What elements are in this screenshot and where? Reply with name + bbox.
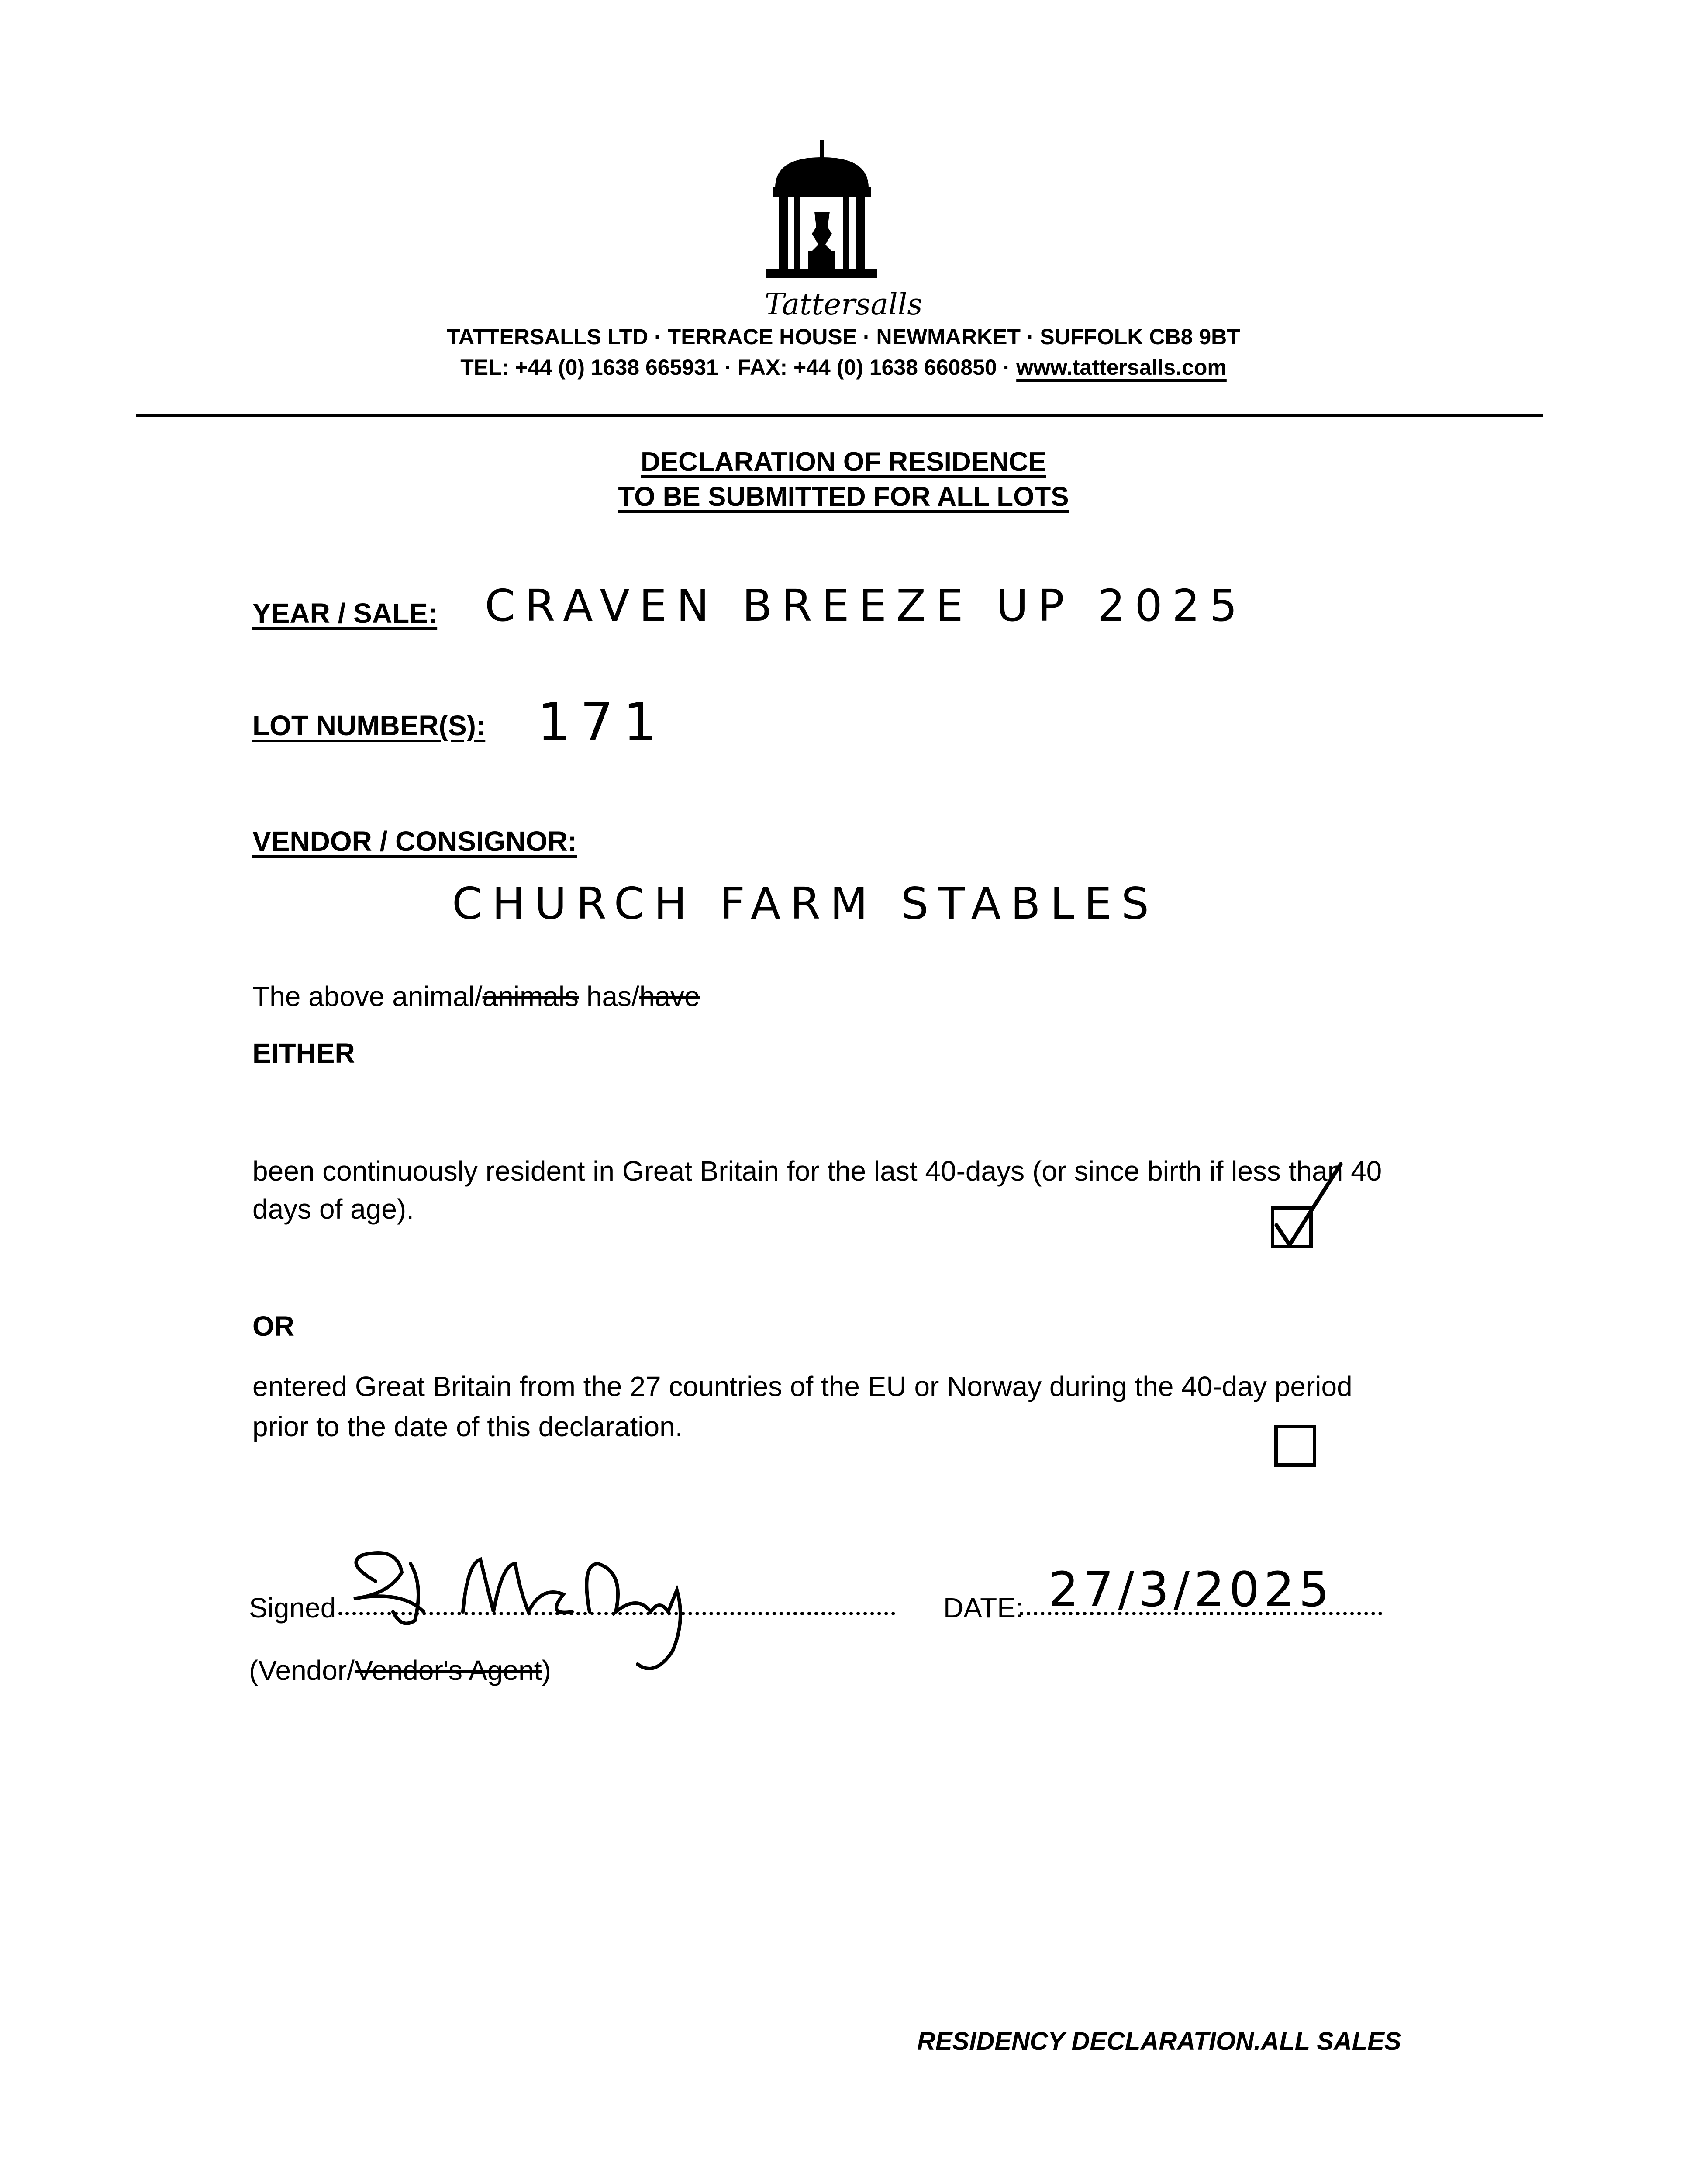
statement-mid: has/: [579, 981, 639, 1012]
option2-line1: entered Great Britain from the 27 countries of the EU or Norway during the 40-day period: [252, 1371, 1352, 1402]
statement-prefix: The above animal/: [252, 981, 483, 1012]
role-prefix: (Vendor/: [249, 1655, 355, 1686]
website-link[interactable]: www.tattersalls.com: [1016, 355, 1227, 380]
year-sale-label: YEAR / SALE:: [252, 598, 438, 629]
vendor-value[interactable]: CHURCH FARM STABLES: [452, 878, 1159, 929]
document-subtitle: TO BE SUBMITTED FOR ALL LOTS: [618, 482, 1069, 512]
signer-role: [249, 1650, 551, 1690]
lot-number-label: LOT NUMBER(S):: [252, 710, 486, 741]
option1-line1: been continuously resident in Great Britain for the last 40-days (or since birth if less than 40: [252, 1155, 1382, 1187]
brand-name: Tattersalls: [764, 287, 923, 322]
role-struck: Vendor's Agent: [354, 1655, 542, 1686]
role-suffix: ): [542, 1655, 551, 1686]
header-divider: [136, 414, 1543, 417]
year-sale-value[interactable]: CRAVEN BREEZE UP 2025: [485, 580, 1247, 631]
struck-animals: animals: [482, 981, 579, 1012]
option1-line2: days of age).: [252, 1193, 414, 1225]
option2-checkbox[interactable]: [1274, 1425, 1316, 1467]
struck-have: have: [639, 981, 700, 1012]
company-contact: [0, 355, 1687, 380]
animal-statement: [252, 976, 700, 1016]
or-label: OR: [252, 1310, 294, 1342]
tattersalls-logo: [766, 140, 880, 284]
date-label: DATE:: [943, 1592, 1024, 1624]
company-address: TATTERSALLS LTD · TERRACE HOUSE · NEWMARKET · SUFFOLK CB8 9BT: [447, 325, 1240, 349]
option2-line2: prior to the date of this declaration.: [252, 1411, 683, 1442]
document-title: DECLARATION OF RESIDENCE: [641, 447, 1046, 477]
footer-label: RESIDENCY DECLARATION.ALL SALES: [917, 2027, 1401, 2056]
date-value[interactable]: 27/3/2025: [1048, 1562, 1334, 1617]
either-label: EITHER: [252, 1037, 355, 1069]
vendor-label: VENDOR / CONSIGNOR:: [252, 826, 577, 857]
phone-fax: TEL: +44 (0) 1638 665931 · FAX: +44 (0) 1638 660850 ·: [460, 355, 1017, 380]
checkmark-icon: [1269, 1160, 1347, 1251]
lot-number-value[interactable]: 171: [537, 692, 666, 753]
signed-label: Signed: [249, 1592, 336, 1624]
